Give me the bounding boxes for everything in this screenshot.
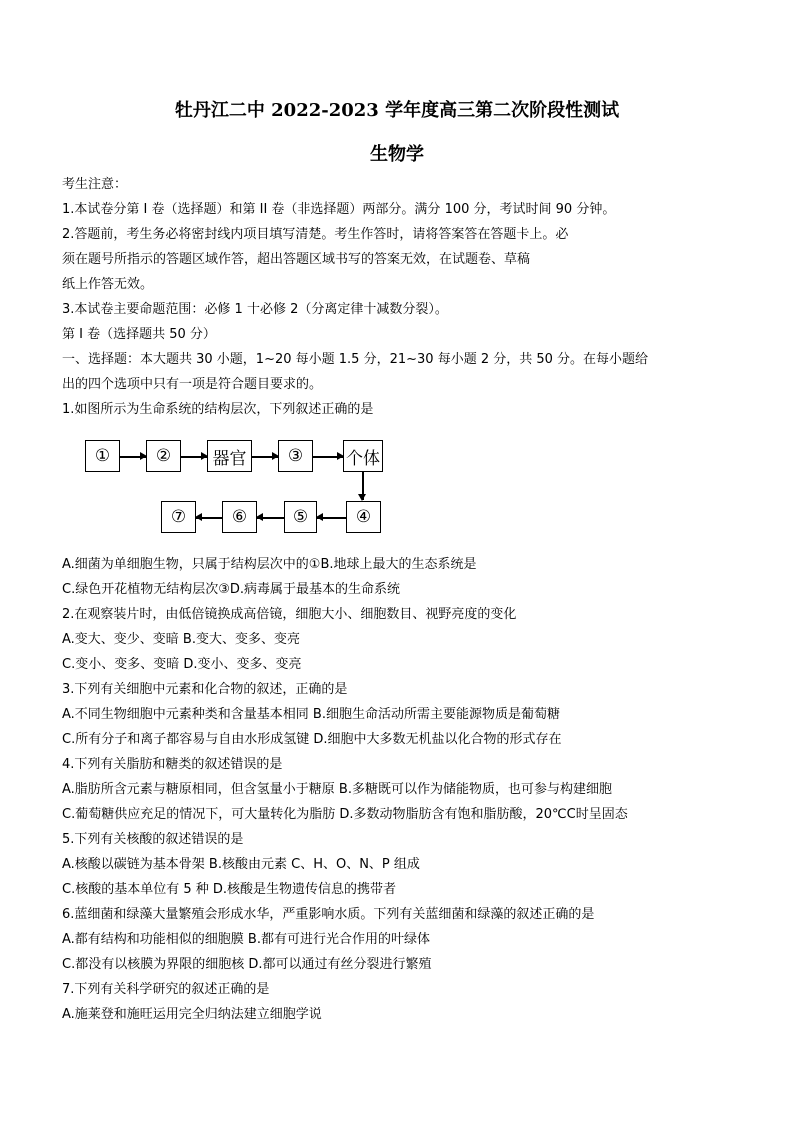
section-instructions: 出的四个选项中只有一项是符合题目要求的。: [62, 377, 323, 392]
arrow-down-icon: [362, 472, 364, 500]
question-option: A.不同生物细胞中元素种类和含量基本相同 B.细胞生命活动所需主要能源物质是葡萄糖: [62, 707, 560, 722]
level-box-organ: 器官: [207, 440, 252, 472]
question-stem: 1.如图所示为生命系统的结构层次，下列叙述正确的是: [62, 402, 374, 417]
arrow-left-icon: [317, 517, 346, 519]
level-box-4: ④: [346, 501, 381, 533]
question-option: A.脂肪所含元素与糖原相同，但含氢量小于糖原 B.多糖既可以作为储能物质，也可参与构建细胞: [62, 782, 612, 797]
note-line: 须在题号所指示的答题区域作答，超出答题区域书写的答案无效，在试题卷、草稿: [62, 252, 531, 267]
note-line: 3.本试卷主要命题范围：必修 1 十必修 2（分离定律十减数分裂）。: [62, 302, 448, 317]
question-option: C.绿色开花植物无结构层次③D.病毒属于最基本的生命系统: [62, 582, 401, 597]
question-stem: 4.下列有关脂肪和糖类的叙述错误的是: [62, 757, 283, 772]
exam-content: [62, 172, 742, 1027]
arrow-right-icon: [313, 456, 343, 458]
arrow-left-icon: [257, 517, 284, 519]
arrow-left-icon: [196, 517, 222, 519]
question-option: A.细菌为单细胞生物，只属于结构层次中的①B.地球上最大的生态系统是: [62, 557, 477, 572]
level-box-7: ⑦: [161, 501, 196, 533]
question-option: C.核酸的基本单位有 5 种 D.核酸是生物遗传信息的携带者: [62, 882, 397, 897]
question-stem: 6.蓝细菌和绿藻大量繁殖会形成水华，严重影响水质。下列有关蓝细菌和绿藻的叙述正确的是: [62, 907, 595, 922]
question-option: A.变大、变少、变暗 B.变大、变多、变亮: [62, 632, 300, 647]
arrow-right-icon: [181, 456, 207, 458]
level-box-3: ③: [278, 440, 313, 472]
notes-heading: 考生注意：: [62, 177, 128, 192]
question-option: C.变小、变多、变暗 D.变小、变多、变亮: [62, 657, 302, 672]
question-option: A.施莱登和施旺运用完全归纳法建立细胞学说: [62, 1007, 322, 1022]
question-stem: 2.在观察装片时，由低倍镜换成高倍镜，细胞大小、细胞数目、视野亮度的变化: [62, 607, 517, 622]
level-box-individual: 个体: [343, 440, 383, 472]
level-box-1: ①: [85, 440, 120, 472]
question-option: C.都没有以核膜为界限的细胞核 D.都可以通过有丝分裂进行繁殖: [62, 957, 432, 972]
question-stem: 5.下列有关核酸的叙述错误的是: [62, 832, 244, 847]
question-option: A.都有结构和功能相似的细胞膜 B.都有可进行光合作用的叶绿体: [62, 932, 430, 947]
note-line: 2.答题前，考生务必将密封线内项目填写清楚。考生作答时，请将答案答在答题卡上。必: [62, 227, 569, 242]
life-system-hierarchy-diagram: [62, 422, 742, 552]
question-stem: 3.下列有关细胞中元素和化合物的叙述，正确的是: [62, 682, 348, 697]
level-box-5: ⑤: [284, 501, 317, 533]
section-title: 第 I 卷（选择题共 50 分）: [62, 327, 216, 342]
arrow-right-icon: [120, 456, 146, 458]
arrow-right-icon: [252, 456, 278, 458]
level-box-2: ②: [146, 440, 181, 472]
subject-title: 生物学: [370, 144, 424, 165]
level-box-6: ⑥: [222, 501, 257, 533]
note-line: 1.本试卷分第 I 卷（选择题）和第 II 卷（非选择题）两部分。满分 100 分，考试时间 90 分钟。: [62, 202, 616, 217]
section-instructions: 一、选择题：本大题共 30 小题，1~20 每小题 1.5 分，21~30 每小题 2 分，共 50 分。在每小题给: [62, 352, 649, 367]
note-line: 纸上作答无效。: [62, 277, 154, 292]
question-option: A.核酸以碳链为基本骨架 B.核酸由元素 C、H、O、N、P 组成: [62, 857, 420, 872]
question-option: C.葡萄糖供应充足的情况下，可大量转化为脂肪 D.多数动物脂肪含有饱和脂肪酸，20℃C时呈固态: [62, 807, 628, 822]
exam-title: 牡丹江二中 2022-2023 学年度高三第二次阶段性测试: [174, 100, 620, 121]
question-stem: 7.下列有关科学研究的叙述正确的是: [62, 982, 270, 997]
question-option: C.所有分子和离子都容易与自由水形成氢键 D.细胞中大多数无机盐以化合物的形式存在: [62, 732, 562, 747]
